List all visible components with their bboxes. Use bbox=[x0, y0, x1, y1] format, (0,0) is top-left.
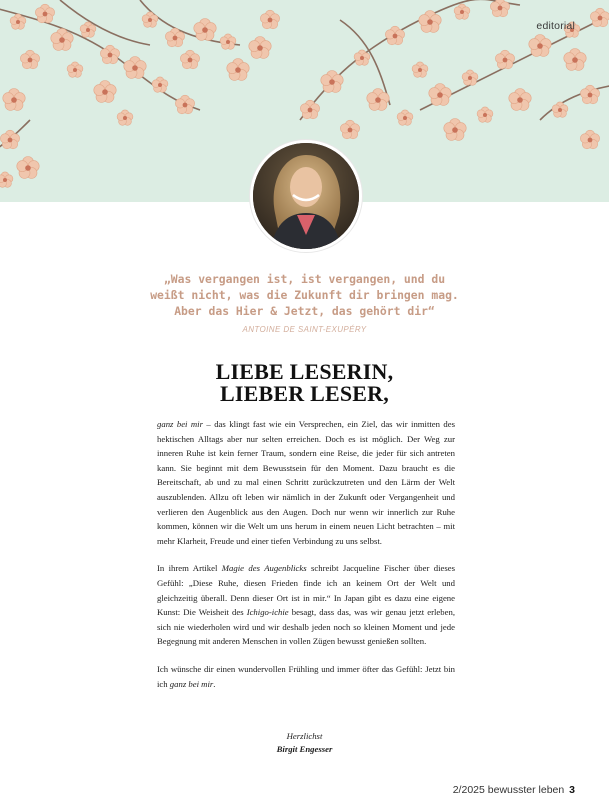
paragraph-text: besagt, dass das, was wir genau jetzt erleben, sich nie wiederholen wird und wir deshalb jeden noch so kleinen Moment und jede Begegnung mit anderen Menschen in vollen Zügen bewusst genießen sollten. bbox=[157, 607, 455, 647]
blossom-flower bbox=[529, 35, 551, 57]
magazine-name: bewusster leben bbox=[487, 784, 565, 796]
blossom-flower bbox=[20, 50, 39, 69]
blossom-flower bbox=[67, 62, 83, 77]
portrait-image bbox=[253, 143, 359, 249]
blossom-flower bbox=[300, 100, 319, 119]
blossom-flower bbox=[35, 4, 54, 23]
quote-line: „Was vergangen ist, ist vergangen, und du bbox=[163, 272, 446, 286]
blossom-flower bbox=[117, 110, 133, 125]
italic-phrase: ganz bei mir bbox=[157, 419, 203, 429]
quote-line: Aber das Hier & Jetzt, das gehört dir“ bbox=[174, 304, 435, 318]
quote-line: weißt nicht, was die Zukunft dir bringen mag. bbox=[150, 288, 459, 302]
blossom-flower bbox=[175, 95, 194, 114]
paragraph-1 bbox=[157, 417, 455, 548]
italic-phrase: ganz bei mir bbox=[169, 678, 214, 689]
branch bbox=[300, 0, 520, 120]
author-portrait bbox=[250, 140, 362, 252]
blossom-flower bbox=[590, 8, 609, 27]
signature bbox=[200, 730, 409, 756]
blossom-flower bbox=[3, 89, 25, 111]
blossom-flower bbox=[220, 34, 236, 49]
blossom-flower bbox=[580, 130, 599, 149]
paragraph-text: In ihrem Artikel bbox=[157, 563, 222, 574]
page-number: 3 bbox=[569, 784, 575, 796]
paragraph-text: Ich wünsche dir einen wundervollen Frühling und immer öfter das Gefühl: Jetzt bin ich bbox=[157, 663, 455, 689]
paragraph-text: schreibt Jacqueline Fischer über dieses Gefühl: „Diese Ruhe, diesen Frieden finde ich an keinem Ort der Welt und gleichzeitig überall. Denn dieser Ort ist in mir.“ In Japan gibt es dazu eine eigene Kunst: Die Weisheit des bbox=[157, 563, 455, 618]
blossom-flower bbox=[94, 81, 116, 103]
blossom-flower bbox=[462, 70, 478, 85]
blossom-flower bbox=[142, 12, 158, 27]
page-title bbox=[100, 361, 509, 405]
blossom-flower bbox=[477, 107, 493, 122]
blossom-flower bbox=[509, 89, 531, 111]
branch bbox=[60, 0, 150, 45]
blossom-flower bbox=[580, 85, 599, 104]
blossom-flower bbox=[152, 77, 168, 92]
section-label: editorial bbox=[536, 20, 575, 32]
editorial-body bbox=[157, 417, 455, 704]
blossom-flower bbox=[17, 157, 39, 179]
blossom-flower bbox=[454, 4, 470, 19]
blossom-flower bbox=[260, 10, 279, 29]
blossom-flower bbox=[194, 19, 216, 41]
signature-closing: Herzlichst bbox=[286, 731, 323, 741]
blossom-flower bbox=[429, 84, 451, 106]
blossom-flower bbox=[412, 62, 428, 77]
blossom-flower bbox=[495, 50, 514, 69]
blossom-flower bbox=[340, 120, 359, 139]
blossom-flower bbox=[397, 110, 413, 125]
paragraph-text: – das klingt fast wie ein Versprechen, ein Ziel, das wir inmitten des hektischen Alltags aber nur selten erreichen. Doch es ist möglich. Der Weg zur inneren Ruhe ist kein ferner Traum, sondern eine Reise, die jeder für sich antreten kann. Sie beginnt mit dem Bewusstsein für den Moment. Dazu braucht es die Bereitschaft, ab und zu mal einen Schritt zurückzutreten und den Lärm der Welt auszublenden. Allzu oft leben wir nämlich in der Zukunft oder Vergangenheit und verlieren den Augenblick aus den Augen. Doch nur wenn wir innerlich zur Ruhe kommen, können wir die Welt um uns herum in einem neuen Licht betrachten – mit mehr Klarheit, Freude und einer tiefen Verbindung zu uns selbst. bbox=[157, 419, 456, 546]
blossom-flower bbox=[444, 119, 466, 141]
issue-number: 2/2025 bbox=[452, 784, 485, 796]
paragraph-text: . bbox=[213, 678, 216, 689]
blossom-flower bbox=[124, 57, 146, 79]
blossom-flower bbox=[552, 102, 568, 117]
blossom-flower bbox=[564, 49, 586, 71]
headline-line-2: LIEBER LESER, bbox=[220, 381, 389, 406]
paragraph-2 bbox=[157, 561, 455, 649]
paragraph-3 bbox=[157, 662, 455, 691]
blossom-flower bbox=[419, 11, 441, 33]
blossom-flower bbox=[227, 59, 249, 81]
article-title: Magie des Augenblicks bbox=[221, 563, 307, 574]
page-footer bbox=[453, 784, 575, 796]
blossom-flower bbox=[180, 50, 199, 69]
signature-name: Birgit Engesser bbox=[276, 744, 333, 754]
headline-line-1: LIEBE LESERIN, bbox=[215, 359, 394, 384]
quote-block bbox=[120, 271, 489, 334]
quote-author: ANTOINE DE SAINT-EXUPÉRY bbox=[242, 325, 367, 334]
blossom-flower bbox=[0, 172, 13, 187]
italic-term: Ichigo-ichie bbox=[246, 607, 289, 618]
blossom-flower bbox=[490, 0, 509, 17]
quote-text bbox=[120, 271, 489, 319]
blossom-flower bbox=[249, 37, 271, 59]
